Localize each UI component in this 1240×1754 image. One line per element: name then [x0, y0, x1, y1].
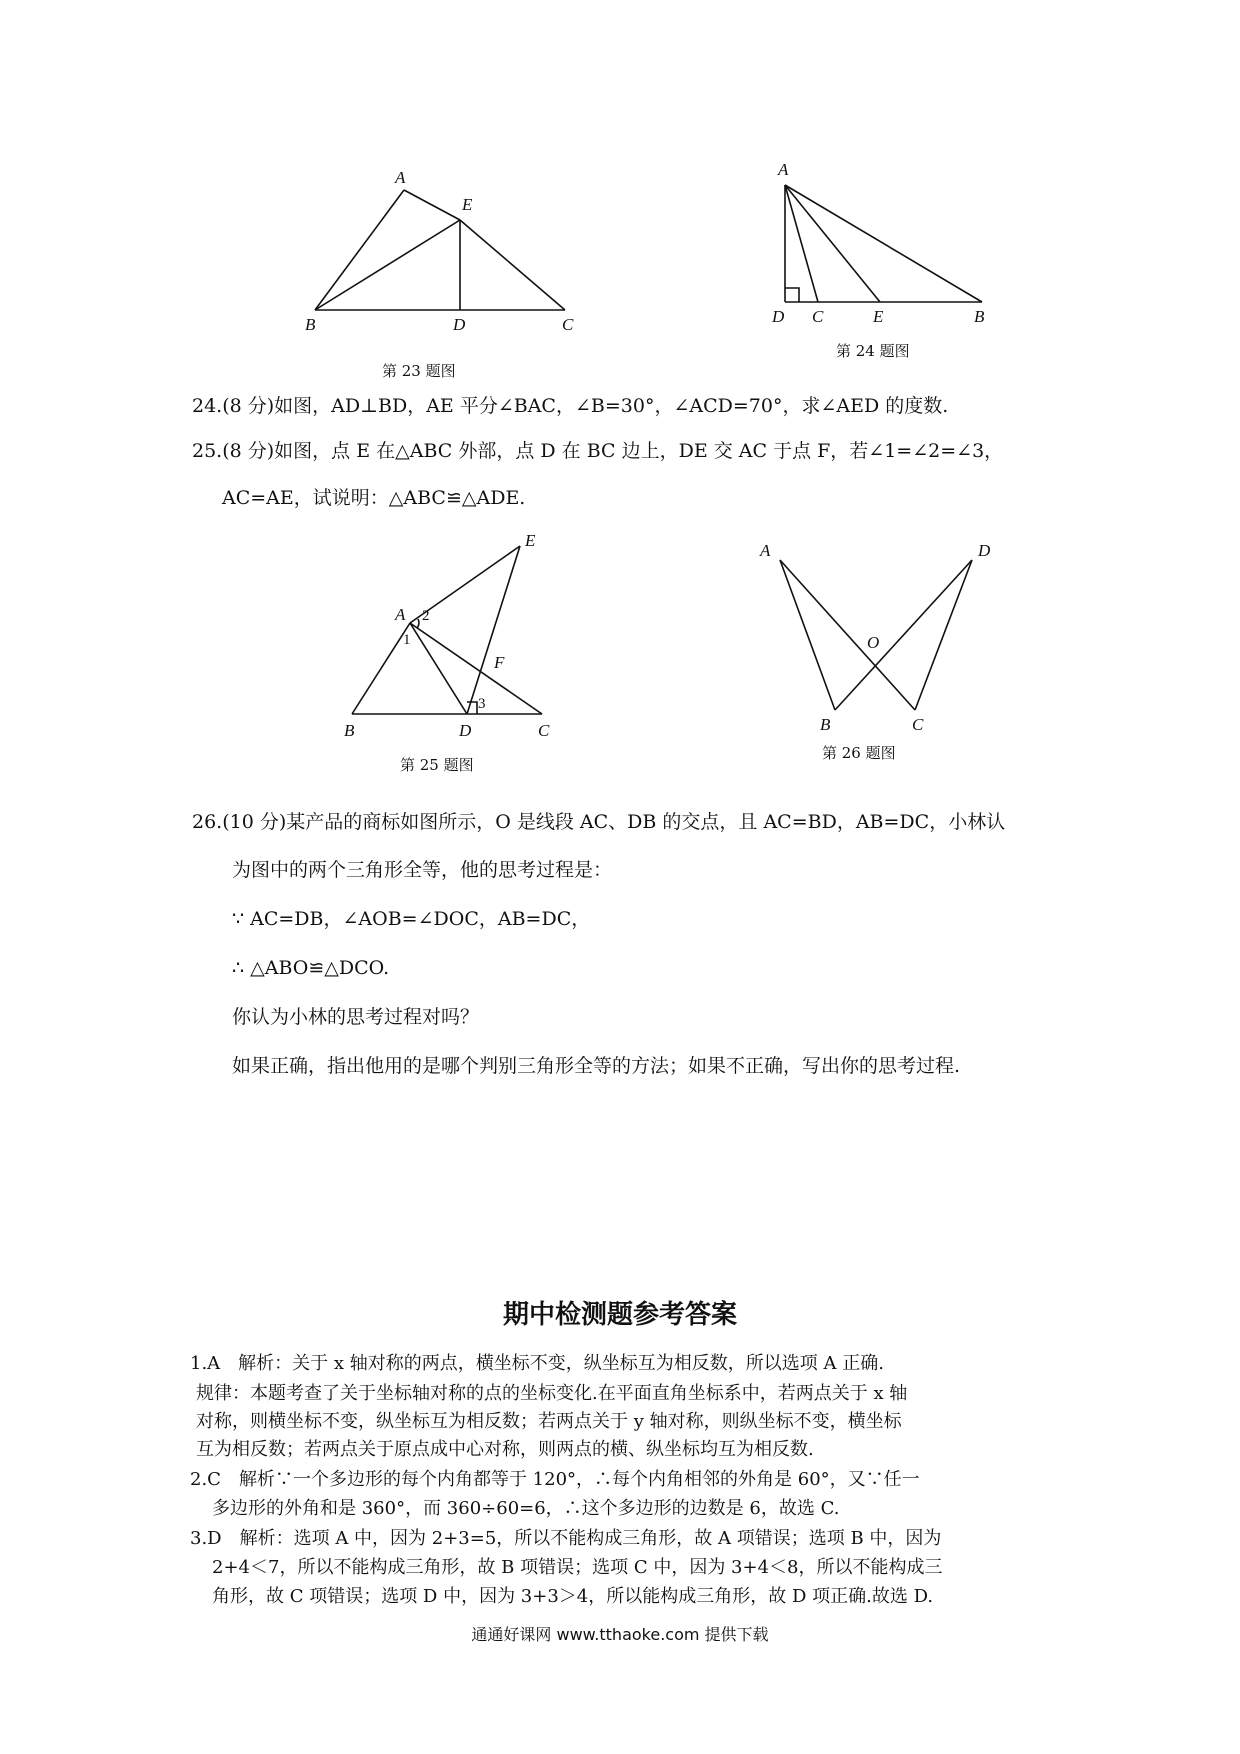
answer-2-line1: 2.C 解析∵一个多边形的每个内角都等于 120°，∴每个内角相邻的外角是 60°，又∵任一	[190, 1469, 920, 1490]
answer-2-line2: 多边形的外角和是 360°，而 360÷60=6，∴这个多边形的边数是 6，故选 C.	[212, 1498, 840, 1519]
figure-23-caption: 第 23 题图	[382, 362, 456, 380]
answer-1: 1.A 解析：关于 x 轴对称的两点，横坐标不变，纵坐标互为相反数，所以选项 A 正确.	[190, 1353, 884, 1374]
figure-24	[760, 155, 1000, 335]
figure-25-caption: 第 25 题图	[400, 756, 474, 774]
question-26-line1: 26.(10 分)某产品的商标如图所示，O 是线段 AC、DB 的交点，且 AC=BD，AB=DC，小林认	[192, 811, 1006, 833]
figure-24-caption: 第 24 题图	[836, 342, 910, 360]
label-1: 1	[403, 632, 411, 648]
question-26-line4: ∴ △ABO≌△DCO.	[232, 957, 390, 979]
label-B: B	[820, 715, 831, 730]
label-C: C	[562, 315, 574, 334]
label-D: D	[453, 315, 466, 334]
question-26-line6: 如果正确，指出他用的是哪个判别三角形全等的方法；如果不正确，写出你的思考过程.	[232, 1055, 961, 1077]
figure-26	[740, 530, 1000, 730]
answer-1-rule-2: 对称，则横坐标不变，纵坐标互为相反数；若两点关于 y 轴对称，则纵坐标不变，横坐标	[196, 1411, 902, 1432]
label-D: D	[978, 541, 991, 560]
label-E: E	[462, 195, 473, 214]
figure-23	[300, 155, 590, 335]
label-A: A	[760, 541, 771, 560]
label-A: A	[395, 168, 406, 187]
label-B: B	[305, 315, 316, 334]
label-F: F	[494, 653, 505, 672]
label-C: C	[912, 715, 924, 730]
answer-3-line1: 3.D 解析：选项 A 中，因为 2+3=5，所以不能构成三角形，故 A 项错误；选项 B 中，因为	[190, 1528, 942, 1549]
label-3: 3	[478, 696, 486, 712]
figure-25	[340, 528, 560, 763]
label-O: O	[867, 633, 880, 652]
answers-title: 期中检测题参考答案	[502, 1300, 737, 1330]
label-A: A	[395, 605, 406, 624]
answer-1-rule-1: 规律：本题考查了关于坐标轴对称的点的坐标变化.在平面直角坐标系中，若两点关于 x 轴	[196, 1383, 908, 1404]
answer-3-line3: 角形，故 C 项错误；选项 D 中，因为 3+3＞4，所以能构成三角形，故 D 项正确.故选 D.	[212, 1586, 934, 1607]
answer-1-rule-3: 互为相反数；若两点关于原点成中心对称，则两点的横、纵坐标均互为相反数.	[196, 1439, 814, 1460]
answer-3-line2: 2+4＜7，所以不能构成三角形，故 B 项错误；选项 C 中，因为 3+4＜8，所以不能构成三	[212, 1557, 943, 1578]
label-D: D	[459, 721, 472, 740]
label-D: D	[772, 307, 785, 326]
label-C: C	[538, 721, 550, 740]
label-A: A	[778, 160, 789, 179]
question-26-line3: ∵ AC=DB，∠AOB=∠DOC，AB=DC，	[232, 908, 591, 930]
label-E: E	[525, 531, 536, 550]
question-26-line5: 你认为小林的思考过程对吗？	[232, 1006, 480, 1028]
label-B: B	[344, 721, 355, 740]
label-C: C	[812, 307, 824, 326]
question-25-line1: 25.(8 分)如图，点 E 在△ABC 外部，点 D 在 BC 边上，DE 交 AC 于点 F，若∠1=∠2=∠3，	[192, 440, 1004, 462]
label-B: B	[974, 307, 985, 326]
label-2: 2	[422, 608, 430, 624]
page-footer: 通通好课网 www.tthaoke.com 提供下载	[471, 1625, 769, 1644]
question-25-line2: AC=AE，试说明：△ABC≌△ADE.	[222, 487, 526, 509]
question-26-line2: 为图中的两个三角形全等，他的思考过程是：	[232, 859, 613, 881]
figure-26-caption: 第 26 题图	[822, 744, 896, 762]
label-E: E	[873, 307, 884, 326]
question-24: 24.(8 分)如图，AD⊥BD，AE 平分∠BAC，∠B=30°，∠ACD=70°，求∠AED 的度数.	[192, 395, 949, 417]
